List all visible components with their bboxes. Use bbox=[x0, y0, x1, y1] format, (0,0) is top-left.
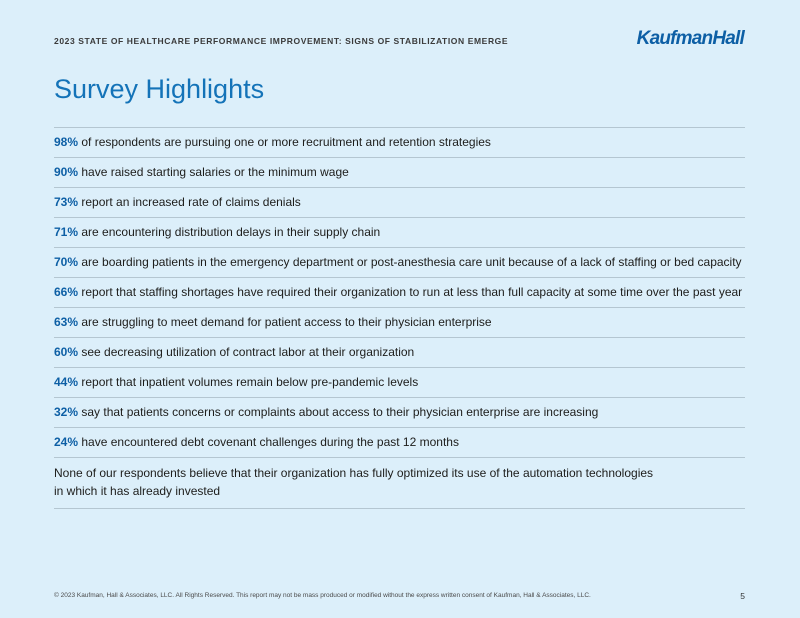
highlight-item bbox=[54, 278, 745, 308]
highlight-text: are boarding patients in the emergency department or post-anesthesia care unit because of a lack of staffing or bed capacity bbox=[78, 255, 742, 269]
highlight-item bbox=[54, 158, 745, 188]
highlight-text: report that inpatient volumes remain below pre-pandemic levels bbox=[78, 375, 419, 389]
highlight-percentage: 60% bbox=[54, 345, 79, 359]
highlight-item bbox=[54, 398, 745, 428]
copyright-footer: © 2023 Kaufman, Hall & Associates, LLC. All Rights Reserved. This report may not be mass produced or modified without the express written consent of Kaufman, Hall & Associates, LLC. bbox=[54, 592, 591, 599]
highlight-percentage: 71% bbox=[54, 225, 79, 239]
page-number: 5 bbox=[740, 591, 745, 601]
highlight-item bbox=[54, 308, 745, 338]
automation-note-line-2: in which it has already invested bbox=[54, 484, 221, 498]
highlight-item bbox=[54, 428, 745, 458]
highlight-item bbox=[54, 188, 745, 218]
highlight-text: say that patients concerns or complaints about access to their physician enterprise are increasing bbox=[78, 405, 599, 419]
highlight-percentage: 73% bbox=[54, 195, 79, 209]
highlight-percentage: 70% bbox=[54, 255, 79, 269]
highlight-item bbox=[54, 128, 745, 158]
highlight-text: see decreasing utilization of contract labor at their organization bbox=[78, 345, 415, 359]
kaufmanhall-logo: KaufmanHall bbox=[636, 28, 744, 49]
highlight-text: have raised starting salaries or the minimum wage bbox=[78, 165, 349, 179]
highlights-list bbox=[54, 127, 745, 509]
highlight-item bbox=[54, 368, 745, 398]
highlight-percentage: 98% bbox=[54, 135, 79, 149]
highlight-text: report an increased rate of claims denials bbox=[78, 195, 301, 209]
highlight-text: are encountering distribution delays in their supply chain bbox=[78, 225, 381, 239]
highlight-text: report that staffing shortages have required their organization to run at less than full capacity at some time over the past year bbox=[78, 285, 743, 299]
highlight-text: are struggling to meet demand for patient access to their physician enterprise bbox=[78, 315, 492, 329]
highlight-percentage: 66% bbox=[54, 285, 79, 299]
highlight-item bbox=[54, 338, 745, 368]
highlight-text: of respondents are pursuing one or more recruitment and retention strategies bbox=[78, 135, 491, 149]
highlight-percentage: 90% bbox=[54, 165, 79, 179]
page-title: Survey Highlights bbox=[54, 74, 265, 104]
highlight-text: have encountered debt covenant challenges during the past 12 months bbox=[78, 435, 459, 449]
automation-note bbox=[54, 458, 745, 509]
highlight-item bbox=[54, 218, 745, 248]
report-header-title: 2023 STATE OF HEALTHCARE PERFORMANCE IMPROVEMENT: SIGNS OF STABILIZATION EMERGE bbox=[54, 36, 509, 46]
highlight-item bbox=[54, 248, 745, 278]
highlight-percentage: 32% bbox=[54, 405, 79, 419]
highlight-percentage: 44% bbox=[54, 375, 79, 389]
automation-note-line-1: None of our respondents believe that their organization has fully optimized its use of the automation technologies bbox=[54, 466, 654, 480]
highlight-percentage: 63% bbox=[54, 315, 79, 329]
highlight-percentage: 24% bbox=[54, 435, 79, 449]
